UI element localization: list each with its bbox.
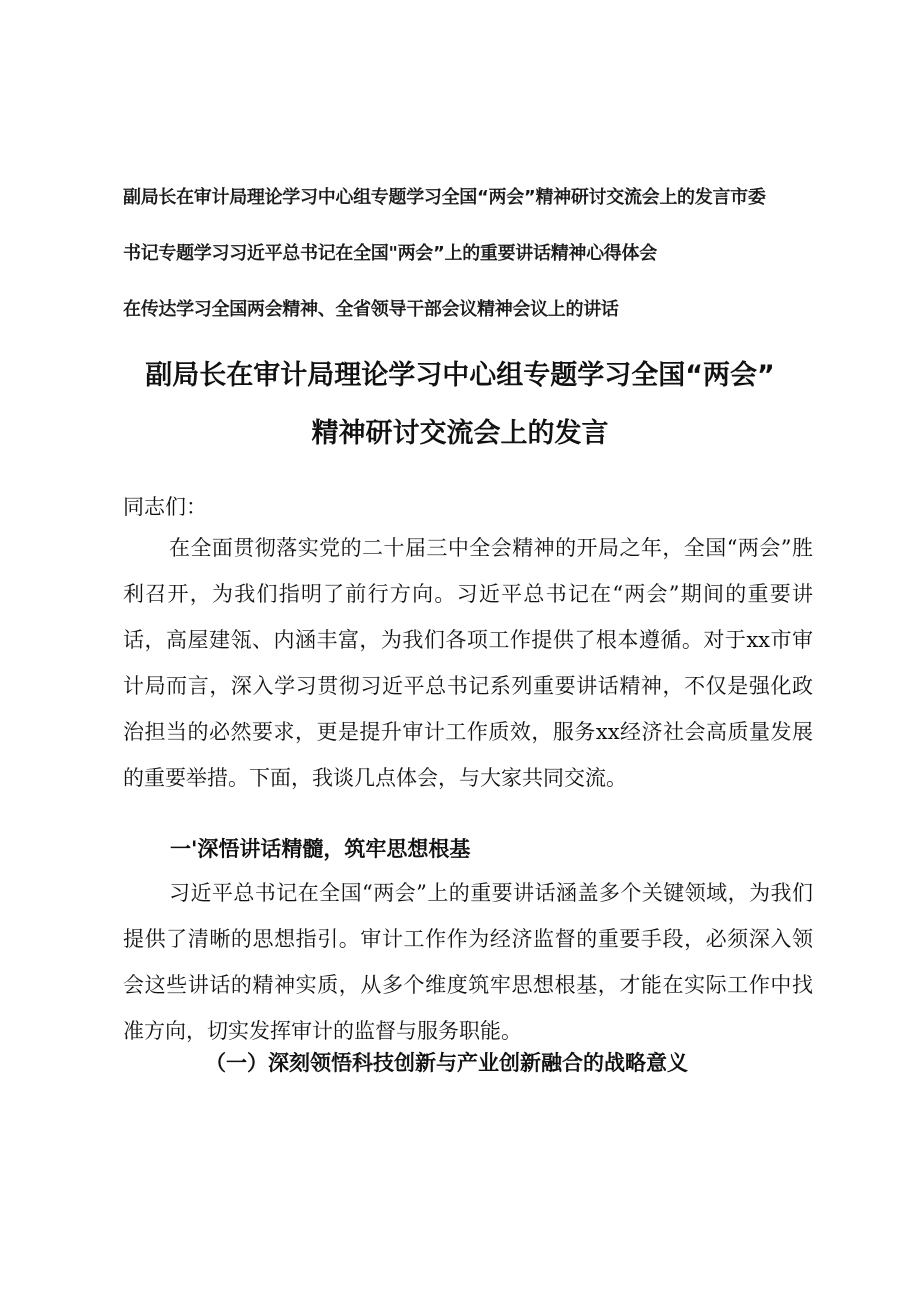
salutation: 同志们： (123, 495, 207, 519)
section-heading-1: 一'深悟讲话精髓，筑牢思想根基 (170, 837, 471, 861)
subheading-1: （一）深刻领悟科技创新与产业创新融合的战略意义 (205, 1050, 688, 1075)
paragraph-2: 习近平总书记在全国“两会”上的重要讲话涵盖多个关键领域，为我们提供了清晰的思想指引。审计工作作为经济监督的重要手段，必须深入领会这些讲话的精神实质，从多个维度筑牢思想根基，才能在实际工作中找准方向，切实发挥审计的监督与服务职能。 (123, 881, 813, 1043)
toc-item-3[interactable]: 在传达学习全国两会精神、全省领导干部会议精神会议上的讲话 (123, 299, 619, 320)
document-title (120, 347, 800, 463)
toc-item-2[interactable]: 书记专题学习习近平总书记在全国"两会”上的重要讲话精神心得体会 (123, 243, 657, 264)
document-title-line-1: 副局长在审计局理论学习中心组专题学习全国“两会” (145, 360, 775, 391)
toc-item-1[interactable]: 副局长在审计局理论学习中心组专题学习全国“两会”精神研讨交流会上的发言市委 (123, 187, 766, 208)
paragraph-1: 在全面贯彻落实党的二十届三中全会精神的开局之年，全国“两会”胜利召开，为我们指明了前行方向。习近平总书记在“两会”期间的重要讲话，高屋建瓴、内涵丰富，为我们各项工作提供了根本遵循。对于xx市审计局而言，深入学习贯彻习近平总书记系列重要讲话精神，不仅是强化政治担当的必然要求，更是提升审计工作质效，服务xx经济社会高质量发展的重要举措。下面，我谈几点体会，与大家共同交流。 (123, 536, 813, 790)
document-title-line-2: 精神研讨交流会上的发言 (311, 418, 609, 449)
table-of-contents (123, 170, 843, 338)
